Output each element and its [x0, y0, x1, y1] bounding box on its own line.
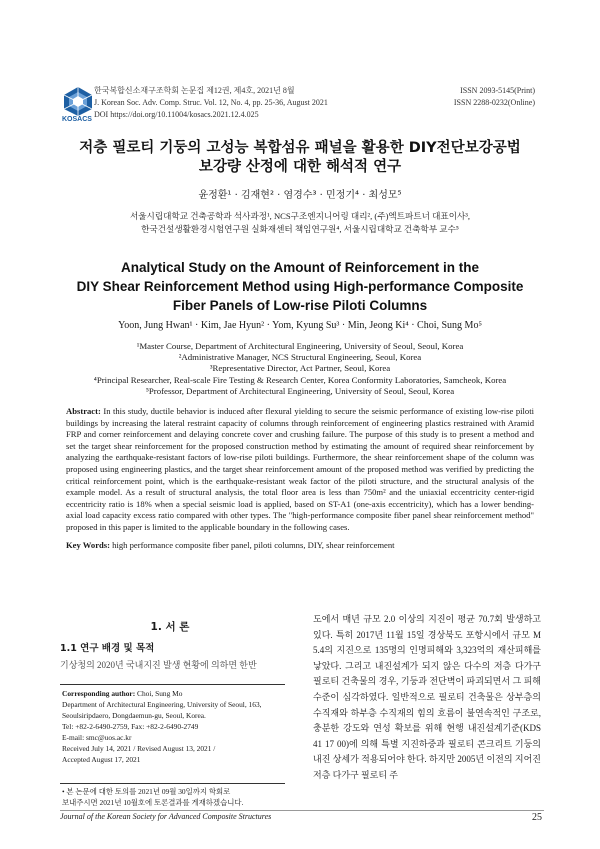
english-title-line2: DIY Shear Reinforcement Method using High-performance Composite [76, 279, 524, 294]
korean-title-line1: 저층 필로티 기둥의 고성능 복합섬유 패널을 활용한 DIY전단보강공법 [79, 140, 521, 156]
english-affiliations [40, 341, 560, 397]
dates-block [62, 743, 286, 765]
footer-journal: Journal of the Korean Society for Advanced Composite Structures [60, 812, 272, 821]
right-paragraph: 도에서 매년 규모 2.0 이상의 지진이 평균 70.7회 발생하고 있다. 특히 2017년 11월 15일 경상북도 포항시에서 규모 M 5.4의 지진으로 135명의 인명피해와 3,323억의 재산피해를 낳았다. 그리고 내진설계가 되지 않은 다수의 저층 다가구 필로티 건축물의 경우, 기둥과 전단벽이 파괴되면서 그 피해 수준이 심각하였다. 일반적으로 필로티 건축물은 상부층의 수직재와 하부층 수직재의 힘의 흐름이 불연속적인 구조로, 충분한 강도와 연성 확보를 위해 현행 내진설계기준(KDS 41 17 00)에 의해 특별 지진하중과 필로티 콘크리트 기둥의 내진 상세가 적용되어야 한다. 하지만 2005년 이전의 지어진 저층 다가구 필로티 주 [313, 614, 541, 780]
subsection-title: 1.1 연구 배경 및 목적 [60, 643, 155, 654]
divider [60, 684, 285, 685]
issn-online: ISSN 2288-0232(Online) [453, 98, 535, 107]
english-affiliation: ³Representative Director, Act Partner, Seoul, Korea [209, 363, 391, 374]
abstract [66, 406, 534, 534]
keywords [66, 540, 534, 550]
correspondence-email[interactable]: E-mail: smc@uos.ac.kr [62, 733, 132, 742]
abstract-text: In this study, ductile behavior is induced after flexural yielding to secure the seismic performance of existing low-rise piloti buildings by increasing the lateral restraint capacity of columns through reinforcement of engineering plastics restrained with Aramid FRP and corner reinforcement and delaying concrete cover and crushing failure. The purpose of this study is to present a method and set the target shear reinforcement for the proposed construction method by estimating the amount of required shear reinforcement by analyzing the earthquake-resistant factors of low-rise piloti buildings. Furthermore, the shear reinforcement shape of the column was proposed using engineering plastics, and the target shear reinforcement amount of the proposed method was verified by predicting the critical reinforcement point, which is the earthquake-resistant weak factor of the piloti structure, and the structural analysis of the example model. As a result of structural analysis, the total floor area is less than 750m² and the uniaxial eccentricity center-rigid eccentricity ratio is 18% when a special seismic load is applied, based on ST-A1 (one-axis eccentricity), which has a lower bending-axial load capacity excess ratio compared with other types. The "high-performance composite fiber panel shear reinforcement method" proposed in this paper is limited to the applicable boundary in the following cases. [66, 406, 534, 532]
section-title: 1. 서 론 [150, 621, 190, 633]
correspondence-block [62, 688, 286, 743]
issn-block [454, 85, 535, 109]
korean-authors: 윤정환¹ · 김재현² · 염경수³ · 민정기⁴ · 최성모⁵ [198, 190, 402, 201]
left-paragraph: 기상청의 2020년 국내지진 발생 현황에 의하면 한반 [60, 660, 257, 670]
correspondence-name: Choi, Sung Mo [137, 689, 183, 698]
english-authors: Yoon, Jung Hwan¹ · Kim, Jae Hyun² · Yom, Kyung Su³ · Min, Jeong Ki⁴ · Choi, Sung Mo⁵ [118, 320, 482, 331]
note-line1: • 본 논문에 대한 토의를 2021년 09월 30일까지 학회로 [62, 787, 231, 796]
abstract-label: Abstract: [66, 406, 101, 416]
korean-title [40, 139, 560, 177]
korean-affiliation-line1: 서울시립대학교 건축공학과 석사과정¹, NCS구조엔지니어링 대리², (주)엑트파트너 대표이사³, [129, 211, 471, 221]
citation: J. Korean Soc. Adv. Comp. Struc. Vol. 12, No. 4, pp. 25-36, August 2021 [94, 98, 328, 107]
divider [60, 783, 285, 784]
keywords-text: high performance composite fiber panel, piloti columns, DIY, shear reinforcement [112, 540, 395, 550]
english-affiliation: ¹Master Course, Department of Architectural Engineering, University of Seoul, Seoul, Korea [136, 341, 464, 351]
english-affiliation: ⁵Professor, Department of Architectural Engineering, University of Seoul, Seoul, Korea [145, 385, 455, 396]
received-date: Received July 14, 2021 / Revised August 13, 2021 / [62, 744, 216, 753]
journal-name-kr: 한국복합신소재구조학회 논문집 제12권, 제4호, 2021년 8월 [94, 86, 295, 95]
issn-print: ISSN 2093-5145(Print) [460, 86, 535, 95]
english-title-line3: Fiber Panels of Low-rise Piloti Columns [172, 298, 428, 313]
journal-header [94, 85, 328, 121]
keywords-label: Key Words: [66, 540, 111, 550]
discussion-note [62, 786, 286, 808]
korean-affiliations [40, 210, 560, 236]
english-title-line1: Analytical Study on the Amount of Reinforcement in the [120, 260, 480, 275]
note-line2: 보내주시면 2021년 10월호에 토론결과를 게재하겠습니다. [62, 798, 244, 807]
page-number: 25 [532, 812, 542, 823]
doi-link[interactable]: DOI https://doi.org/10.11004/kosacs.2021.12.4.025 [94, 110, 259, 119]
logo-text: KOSACS [62, 116, 92, 123]
english-affiliation: ⁴Principal Researcher, Real-scale Fire Testing & Research Center, Korea Conformity Laboratories, Samcheok, Korea [93, 374, 507, 385]
korean-title-line2: 보강량 산정에 대한 해석적 연구 [198, 159, 402, 175]
correspondence-phone: Tel: +82-2-6490-2759, Fax: +82-2-6490-2749 [62, 722, 199, 731]
correspondence-address: Department of Architectural Engineering, University of Seoul, 163, Seoulsiripdaero, Dongdaemun-gu, Seoul, Korea. [62, 700, 262, 720]
accepted-date: Accepted August 17, 2021 [62, 755, 141, 764]
correspondence-label: Corresponding author: [62, 689, 136, 698]
kosacs-logo [62, 86, 94, 116]
footer-rule [60, 810, 544, 811]
english-title [50, 258, 550, 315]
english-affiliation: ²Administrative Manager, NCS Structural Engineering, Seoul, Korea [178, 352, 422, 363]
korean-affiliation-line2: 한국건설생활환경시험연구원 실화재센터 책임연구원⁴, 서울시립대학교 건축학부 교수⁵ [141, 224, 459, 234]
